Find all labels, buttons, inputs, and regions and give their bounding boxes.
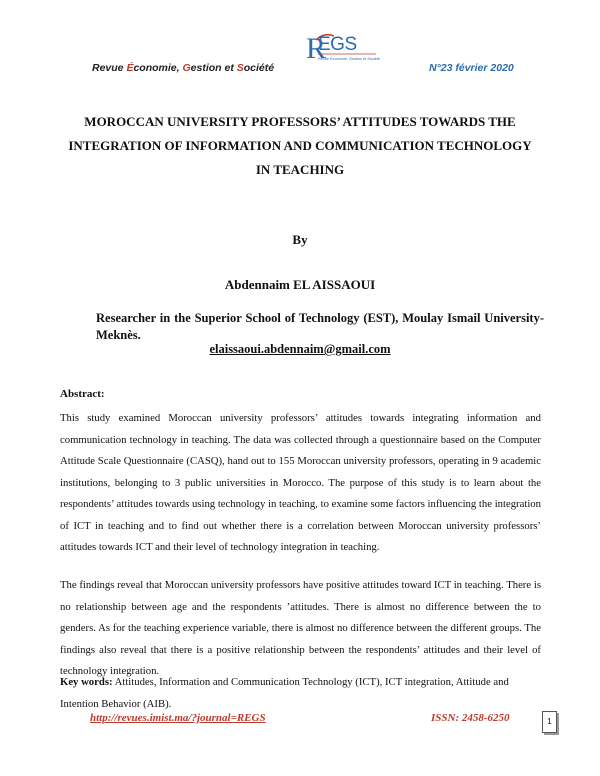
regs-logo xyxy=(304,30,384,70)
issue-number: N°23 février 2020 xyxy=(429,62,514,74)
journal-initial-s: S xyxy=(236,62,244,74)
journal-name xyxy=(92,62,274,74)
keywords-list: Attitudes, Information and Communication Technology (ICT), ICT integration, Attitude and Intention Behavior (AIB). xyxy=(60,676,509,710)
logo-tagline: Revue Économie, Gestion et Société xyxy=(318,57,381,61)
abstract-heading: Abstract: xyxy=(60,388,105,400)
page-number: 1 xyxy=(542,711,557,733)
logo-r-letter: R xyxy=(306,32,327,65)
author-affiliation: Researcher in the Superior School of Technology (EST), Moulay Ismail University- Meknès. xyxy=(96,311,544,342)
journal-initial-g: G xyxy=(182,62,191,74)
author-email-link[interactable]: elaissaoui.abdennaim@gmail.com xyxy=(209,342,391,356)
journal-name-part: ociété xyxy=(243,62,275,74)
logo-text: EGS xyxy=(318,34,357,55)
abstract-paragraph-2: The findings reveal that Moroccan university professors have positive attitudes toward ICT in teaching. There is no relationship between age and the respondents ’attitudes. There is almost no difference between the to genders. As for the teaching experience variable, there is almost no difference between the different groups. The findings also reveal that there is a positive relationship between the respondents’ attitudes and their level of technology integration. xyxy=(60,579,541,677)
by-label: By xyxy=(292,232,308,247)
keywords-label: Key words: xyxy=(60,676,113,688)
keywords xyxy=(60,672,541,715)
journal-url-link[interactable]: http://revues.imist.ma/?journal=REGS xyxy=(90,712,266,724)
abstract-paragraph-1: This study examined Moroccan university professors’ attitudes towards integrating information and communication technology in teaching. The data was collected through a questionnaire based on the Computer Attitude Scale Questionnaire (CASQ), hand out to 155 Moroccan university professors, operating in 9 academic institutions, belonging to 3 public universities in Morocco. The purpose of this study is to learn about the respondents’ attitudes towards using technology in teaching, to examine some factors influencing the integration of ICT in teaching and to find out whether there is a correlation between Moroccan university professors’ attitudes towards ICT and their level of technology integration in teaching. xyxy=(60,412,541,553)
author-name: Abdennaim EL AISSAOUI xyxy=(224,277,376,292)
journal-name-part: conomie, xyxy=(133,62,183,74)
journal-initial-e: É xyxy=(126,62,134,74)
journal-name-part: Revue xyxy=(92,62,127,74)
issn-label: ISSN: 2458-6250 xyxy=(431,712,510,724)
paper-title: MOROCCAN UNIVERSITY PROFESSORS’ ATTITUDES TOWARDS THE INTEGRATION OF INFORMATION AND COMMUNICATION TECHNOLOGY IN TEACHING xyxy=(68,114,532,177)
journal-name-part: estion et xyxy=(190,62,237,74)
